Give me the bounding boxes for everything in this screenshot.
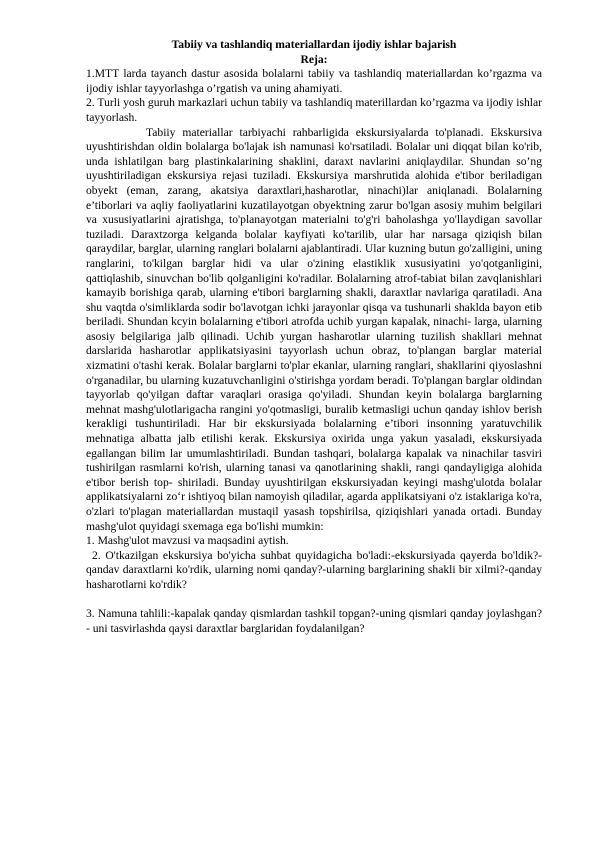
paragraph-gap [86,593,542,608]
list-item-2: 2. O'tkazilgan ekskursiya bo'yicha suhbat quyidagicha bo'ladi:-ekskursiyada qayerda bo'ldik?-qandav daraxtlarni ko'rdik, ularning nomi qanday?-ularning barglarining shakli bir xilmi?-qanday hasharotlarni ko'rdik? [86,548,542,591]
document-title: Tabiiy va tashlandiq materiallardan ijodiy ishlar bajarish [171,38,457,51]
document-page [86,38,542,636]
plan-item-2: 2. Turli yosh guruh markazlari uchun tabiiy va tashlandiq materillardan ko’rgazma va ijodiy ishlar tayyorlash. [86,96,542,124]
plan-item-1: 1.MTT larda tayanch dastur asosida bolalarni tabiiy va tashlandiq materiallardan ko’rgazma va ijodiy ishlar tayyorlashga o’rgatish va uning ahamiyati. [86,67,542,95]
plan-heading: Reja: [300,52,328,66]
list-item-3: 3. Namuna tahlili:-kapalak qanday qismlardan tashkil topgan?-uning qismlari qanday joylashgan?- uni tasvirlashda qaysi daraxtlar barglaridan foydalanilgan? [86,607,542,635]
main-paragraph: Tabiiy materiallar tarbiyachi rahbarligida ekskursiyalarda to'planadi. Ekskursiva uyushtirishdan oldin bolalarga bo'lajak ish namunasi ko'rsatiladi. Bolalar uni diqqat bilan ko'rib, unda ishlatilgan barg plastinkalarining shaklini, daraxt navlarini aniqlaydilar. Shundan so’ng uyushtiriladigan ekskursiya rejasi tuziladi. Ekskursiya marshrutida alohida e'tibor beriladigan obyekt (eman, zarang, akatsiya daraxtlari,hasharotlar, ninachi)lar aniqlanadi. Bolalarning e’tiborlari va aqliy faoliyatlarini kuzatilayotgan obyektning zarur bo'lgan asosiy muhim belgilari va xususiyatlarini ajratishga, to'planayotgan materialni to'g'ri baholashga yo'llaydigan savollar tuziladi. Daraxtzorga kelganda bolalar kayfiyati ko'tarilib, ular har narsaga qiziqish bilan qaraydilar, barglar, ularning ranglari bolalarni ajablantiradi. Ular kuzning butun go'zalligini, uning ranglarini, to'kilgan barglar hidi va ular o'zining elastiklik xususiyatini yo'qotganligini, qattiqlashib, sinuvchan bo'lib qolganligini ko'radilar. Bolalarning atrof-tabiat bilan zavqlanishlari kamayib borishiga qarab, ularning e'tibori barglarning shakli, daraxtlar navlariga qaratiladi. Ana shu vaqtda o'simliklarda sodir bo'lavotgan ichki jarayonlar qisqa va tushunarli shaklda bayon etib beriladi. Shundan kcyin bolalarning e'tibori atrofda uchib yurgan kapalak, ninachi- larga, ularning asosiy belgilariga jalb qilinadi. Uchib yurgan hasharotlar ularning tuzilish shakllari mehnat darslarida hasharotlar applikatsiyasini tayyorlash uchun obraz, to'plangan barglar material xizmatini o'tashi kerak. Bolalar barglarni to'plar ekanlar, ularning ranglari, shakllarini qiyoslashni o'rganadilar, bu ularning kuzatuvchanligini o'stirishga yordam beradi. To'plangan barglar oldindan tayyorlab qo'yilgan daftar varaqlari orasiga qo'yiladi. Shundan keyin bolalarga barglarning mehnat mashg'ulotlarigacha rangini yo'qotmasligi, buralib ketmasligi uchun qanday ishlov berish kerakligi tushuntiriladi. Har bir ekskursiyada bolalarning e’tibori insonning yaratuvchilik mehnatiga albatta jalb etilishi kerak. Ekskursiya oxirida unga yakun yasaladi, ekskursiyada egallangan bilim lar umumlashtiriladi. Bundan tashqari, bolalarga kapalak va ninachilar tasviri tushirilgan rasmlarni ko'rish, ularning tanasi va qanotlarining shakli, rangi qandayligiga alohida e'tibor berish top- shiriladi. Bunday uyushtirilgan ekskursiyadan keyingi mashg'ulotda bolalar applikatsiyalarni zo‘r ishtiyoq bilan namoyish qiladilar, agarda applikatsiyani o'z istaklariga ko'ra, o'zlari to'plagan materiallardan mustaqil yasash topshirilsa, qiziqishlari yanada ortadi. Bunday mashg'ulot quyidagi sxemaga ega bo'lishi mumkin: [86,125,542,533]
list-item-1: 1. Mashg'ulot mavzusi va maqsadini aytish. [86,534,289,548]
